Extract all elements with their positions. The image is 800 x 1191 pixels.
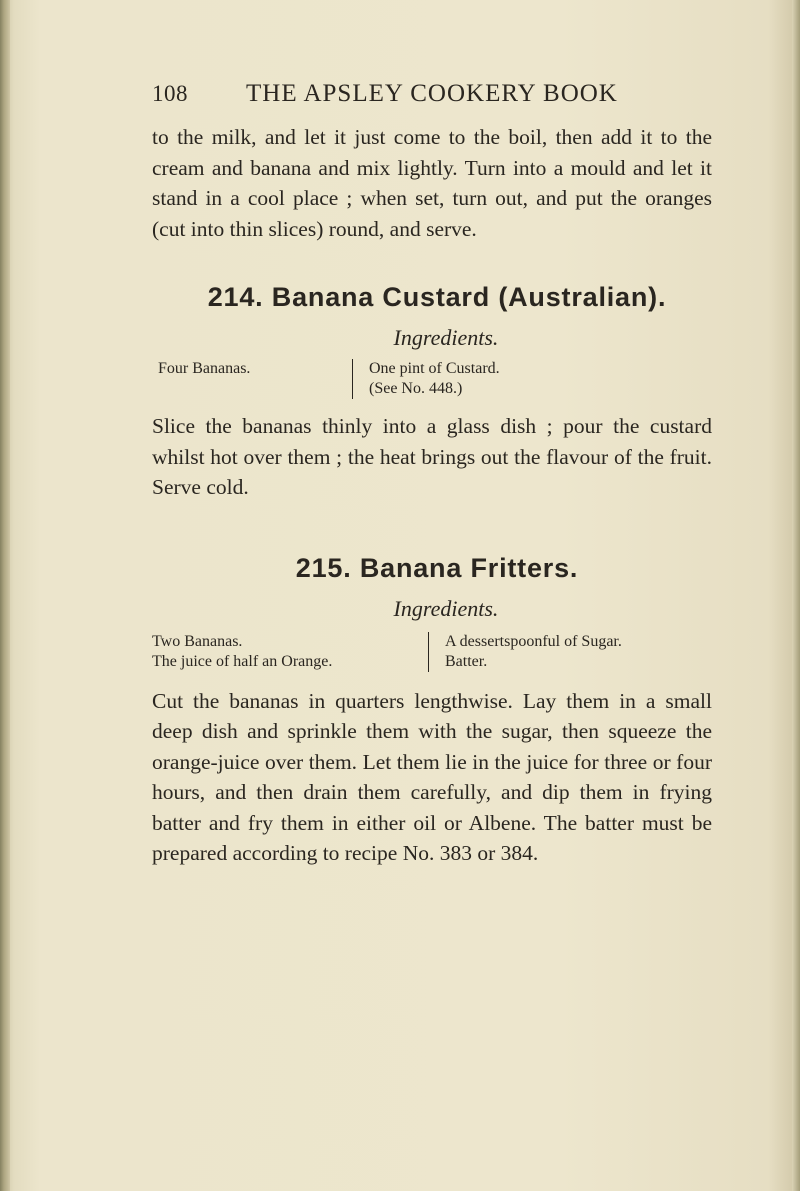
ingredients-list [152,632,712,672]
ingredient-item: A dessertspoonful of Sugar. [445,632,622,650]
ingredients-left-column [158,359,353,399]
recipe-title: 214. Banana Custard (Australian). [207,282,667,312]
ingredient-item: The juice of half an Orange. [152,652,333,670]
book-page [152,80,712,869]
page-right-edge [792,0,800,1191]
ingredients-list [152,359,712,399]
ingredient-item: (See No. 448.) [369,380,463,397]
ingredients-right-column [429,632,622,672]
recipe-215 [152,553,712,869]
ingredient-item: Four Bananas. [158,360,251,377]
ingredients-heading: Ingredients. [393,595,499,621]
recipe-214 [152,282,712,503]
running-head [152,80,712,118]
continuation-paragraph: to the milk, and let it just come to the boil, then add it to the cream and banana and mix lightly. Turn into a mould and let it stand in a cool place ; when set, turn out, and put the oranges (cut into thin slices) round, and serve. [152,125,712,241]
book-gutter-edge [0,0,10,1191]
recipe-method: Cut the bananas in quarters lengthwise. Lay them in a small deep dish and sprinkle them with the sugar, then squeeze the orange-juice over them. Let them lie in the juice for three or four hours, and then drain them carefully, and dip them in frying batter and fry them in either oil or Albene. The batter must be prepared according to recipe No. 383 or 384. [152,688,712,865]
ingredients-left-column [152,632,429,672]
ingredients-heading: Ingredients. [393,325,499,350]
recipe-method: Slice the bananas thinly into a glass dish ; pour the custard whilst hot over them ; the heat brings out the flavour of the fruit. Serve cold. [152,414,712,499]
recipe-title: 215. Banana Fritters. [295,552,579,583]
ingredient-item: Two Bananas. [152,632,243,650]
ingredient-item: One pint of Custard. [369,360,500,377]
ingredient-item: Batter. [445,652,488,670]
page-number: 108 [152,81,188,106]
ingredient-spacer [158,379,334,399]
running-title: THE APSLEY COOKERY BOOK [246,80,618,107]
ingredients-right-column [353,359,500,399]
